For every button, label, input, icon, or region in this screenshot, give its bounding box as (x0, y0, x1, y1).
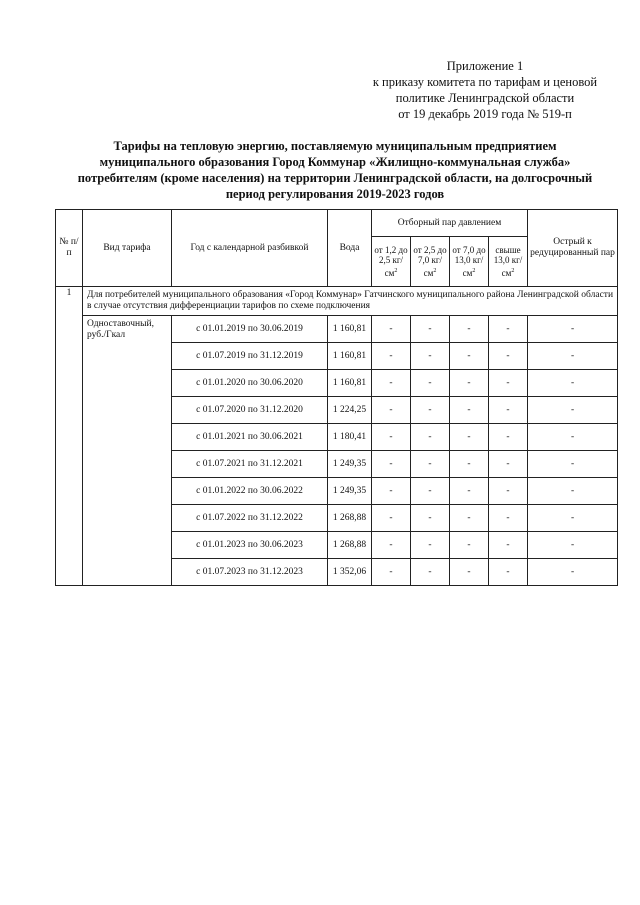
cell-p4: - (489, 532, 528, 559)
cell-p2: - (411, 505, 450, 532)
header-num: № п/п (56, 210, 83, 287)
cell-p1: - (372, 424, 411, 451)
section-number: 1 (56, 287, 83, 586)
cell-period: с 01.01.2022 по 30.06.2022 (172, 478, 328, 505)
cell-period: с 01.07.2022 по 31.12.2022 (172, 505, 328, 532)
header-p1: от 1,2 до 2,5 $кг/см^2$ (372, 237, 411, 287)
cell-p4: - (489, 343, 528, 370)
cell-p3: - (450, 532, 489, 559)
tariff-table (55, 209, 618, 586)
cell-period: с 01.01.2020 по 30.06.2020 (172, 370, 328, 397)
table-row (56, 316, 618, 343)
cell-p2: - (411, 397, 450, 424)
cell-p4: - (489, 316, 528, 343)
cell-sharp: - (528, 478, 618, 505)
cell-sharp: - (528, 505, 618, 532)
cell-period: с 01.01.2023 по 30.06.2023 (172, 532, 328, 559)
cell-p2: - (411, 343, 450, 370)
cell-p3: - (450, 316, 489, 343)
cell-p4: - (489, 559, 528, 586)
cell-sharp: - (528, 370, 618, 397)
appendix-block (340, 58, 630, 122)
appendix-line: Приложение 1 (446, 59, 524, 73)
cell-p4: - (489, 505, 528, 532)
cell-p1: - (372, 316, 411, 343)
document-title (40, 138, 630, 202)
cell-p3: - (450, 397, 489, 424)
cell-p1: - (372, 505, 411, 532)
cell-p1: - (372, 559, 411, 586)
cell-p4: - (489, 451, 528, 478)
cell-water: 1 249,35 (328, 478, 372, 505)
cell-period: с 01.01.2021 по 30.06.2021 (172, 424, 328, 451)
cell-p3: - (450, 559, 489, 586)
cell-p3: - (450, 424, 489, 451)
cell-p2: - (411, 478, 450, 505)
header-vid: Вид тарифа (83, 210, 172, 287)
cell-sharp: - (528, 316, 618, 343)
cell-p3: - (450, 505, 489, 532)
cell-p1: - (372, 451, 411, 478)
title-line: период регулирования 2019-2023 годов (225, 187, 445, 201)
cell-period: с 01.01.2019 по 30.06.2019 (172, 316, 328, 343)
section-description: Для потребителей муниципального образования «Город Коммунар» Гатчинского муниципального района Ленинградской области в случае отсутствия дифференциации тарифов по схеме подключения (83, 287, 618, 316)
tariff-type-cell: Одноставочный, руб./Гкал (83, 316, 172, 586)
cell-p2: - (411, 424, 450, 451)
cell-water: 1 160,81 (328, 370, 372, 397)
cell-p4: - (489, 478, 528, 505)
appendix-line: к приказу комитета по тарифам и ценовой (372, 75, 598, 89)
cell-sharp: - (528, 532, 618, 559)
cell-period: с 01.07.2021 по 31.12.2021 (172, 451, 328, 478)
cell-p3: - (450, 451, 489, 478)
cell-water: 1 249,35 (328, 451, 372, 478)
cell-p4: - (489, 424, 528, 451)
cell-water: 1 160,81 (328, 316, 372, 343)
cell-water: 1 268,88 (328, 505, 372, 532)
cell-p3: - (450, 370, 489, 397)
header-steam-group: Отборный пар давлением (372, 210, 528, 237)
cell-p3: - (450, 478, 489, 505)
title-line: муниципального образования Город Коммунар «Жилищно-коммунальная служба» (99, 155, 571, 169)
appendix-line: политике Ленинградской области (395, 91, 575, 105)
cell-sharp: - (528, 424, 618, 451)
cell-p2: - (411, 316, 450, 343)
cell-sharp: - (528, 397, 618, 424)
cell-p2: - (411, 370, 450, 397)
appendix-line: от 19 декабрь 2019 года № 519-п (398, 107, 572, 121)
cell-water: 1 224,25 (328, 397, 372, 424)
cell-p1: - (372, 397, 411, 424)
cell-p2: - (411, 451, 450, 478)
cell-p4: - (489, 397, 528, 424)
cell-sharp: - (528, 343, 618, 370)
cell-sharp: - (528, 559, 618, 586)
header-p2: от 2,5 до 7,0 $кг/см^2$ (411, 237, 450, 287)
cell-water: 1 160,81 (328, 343, 372, 370)
cell-p2: - (411, 532, 450, 559)
cell-period: с 01.07.2020 по 31.12.2020 (172, 397, 328, 424)
header-p3: от 7,0 до 13,0 $кг/см^2$ (450, 237, 489, 287)
cell-water: 1 180,41 (328, 424, 372, 451)
cell-period: с 01.07.2019 по 31.12.2019 (172, 343, 328, 370)
cell-p4: - (489, 370, 528, 397)
cell-p1: - (372, 532, 411, 559)
cell-p1: - (372, 343, 411, 370)
cell-period: с 01.07.2023 по 31.12.2023 (172, 559, 328, 586)
header-sharp-steam: Острый к редуцированный пар (528, 210, 618, 287)
header-period: Год с календарной разбивкой (172, 210, 328, 287)
cell-p1: - (372, 478, 411, 505)
cell-water: 1 352,06 (328, 559, 372, 586)
cell-p1: - (372, 370, 411, 397)
title-line: Тарифы на тепловую энергию, поставляемую муниципальным предприятием (113, 139, 557, 153)
header-water: Вода (328, 210, 372, 287)
cell-water: 1 268,88 (328, 532, 372, 559)
header-p4: свыше 13,0 $кг/см^2$ (489, 237, 528, 287)
cell-p3: - (450, 343, 489, 370)
cell-p2: - (411, 559, 450, 586)
cell-sharp: - (528, 451, 618, 478)
title-line: потребителям (кроме населения) на территории Ленинградской области, на долгосрочный (77, 171, 593, 185)
